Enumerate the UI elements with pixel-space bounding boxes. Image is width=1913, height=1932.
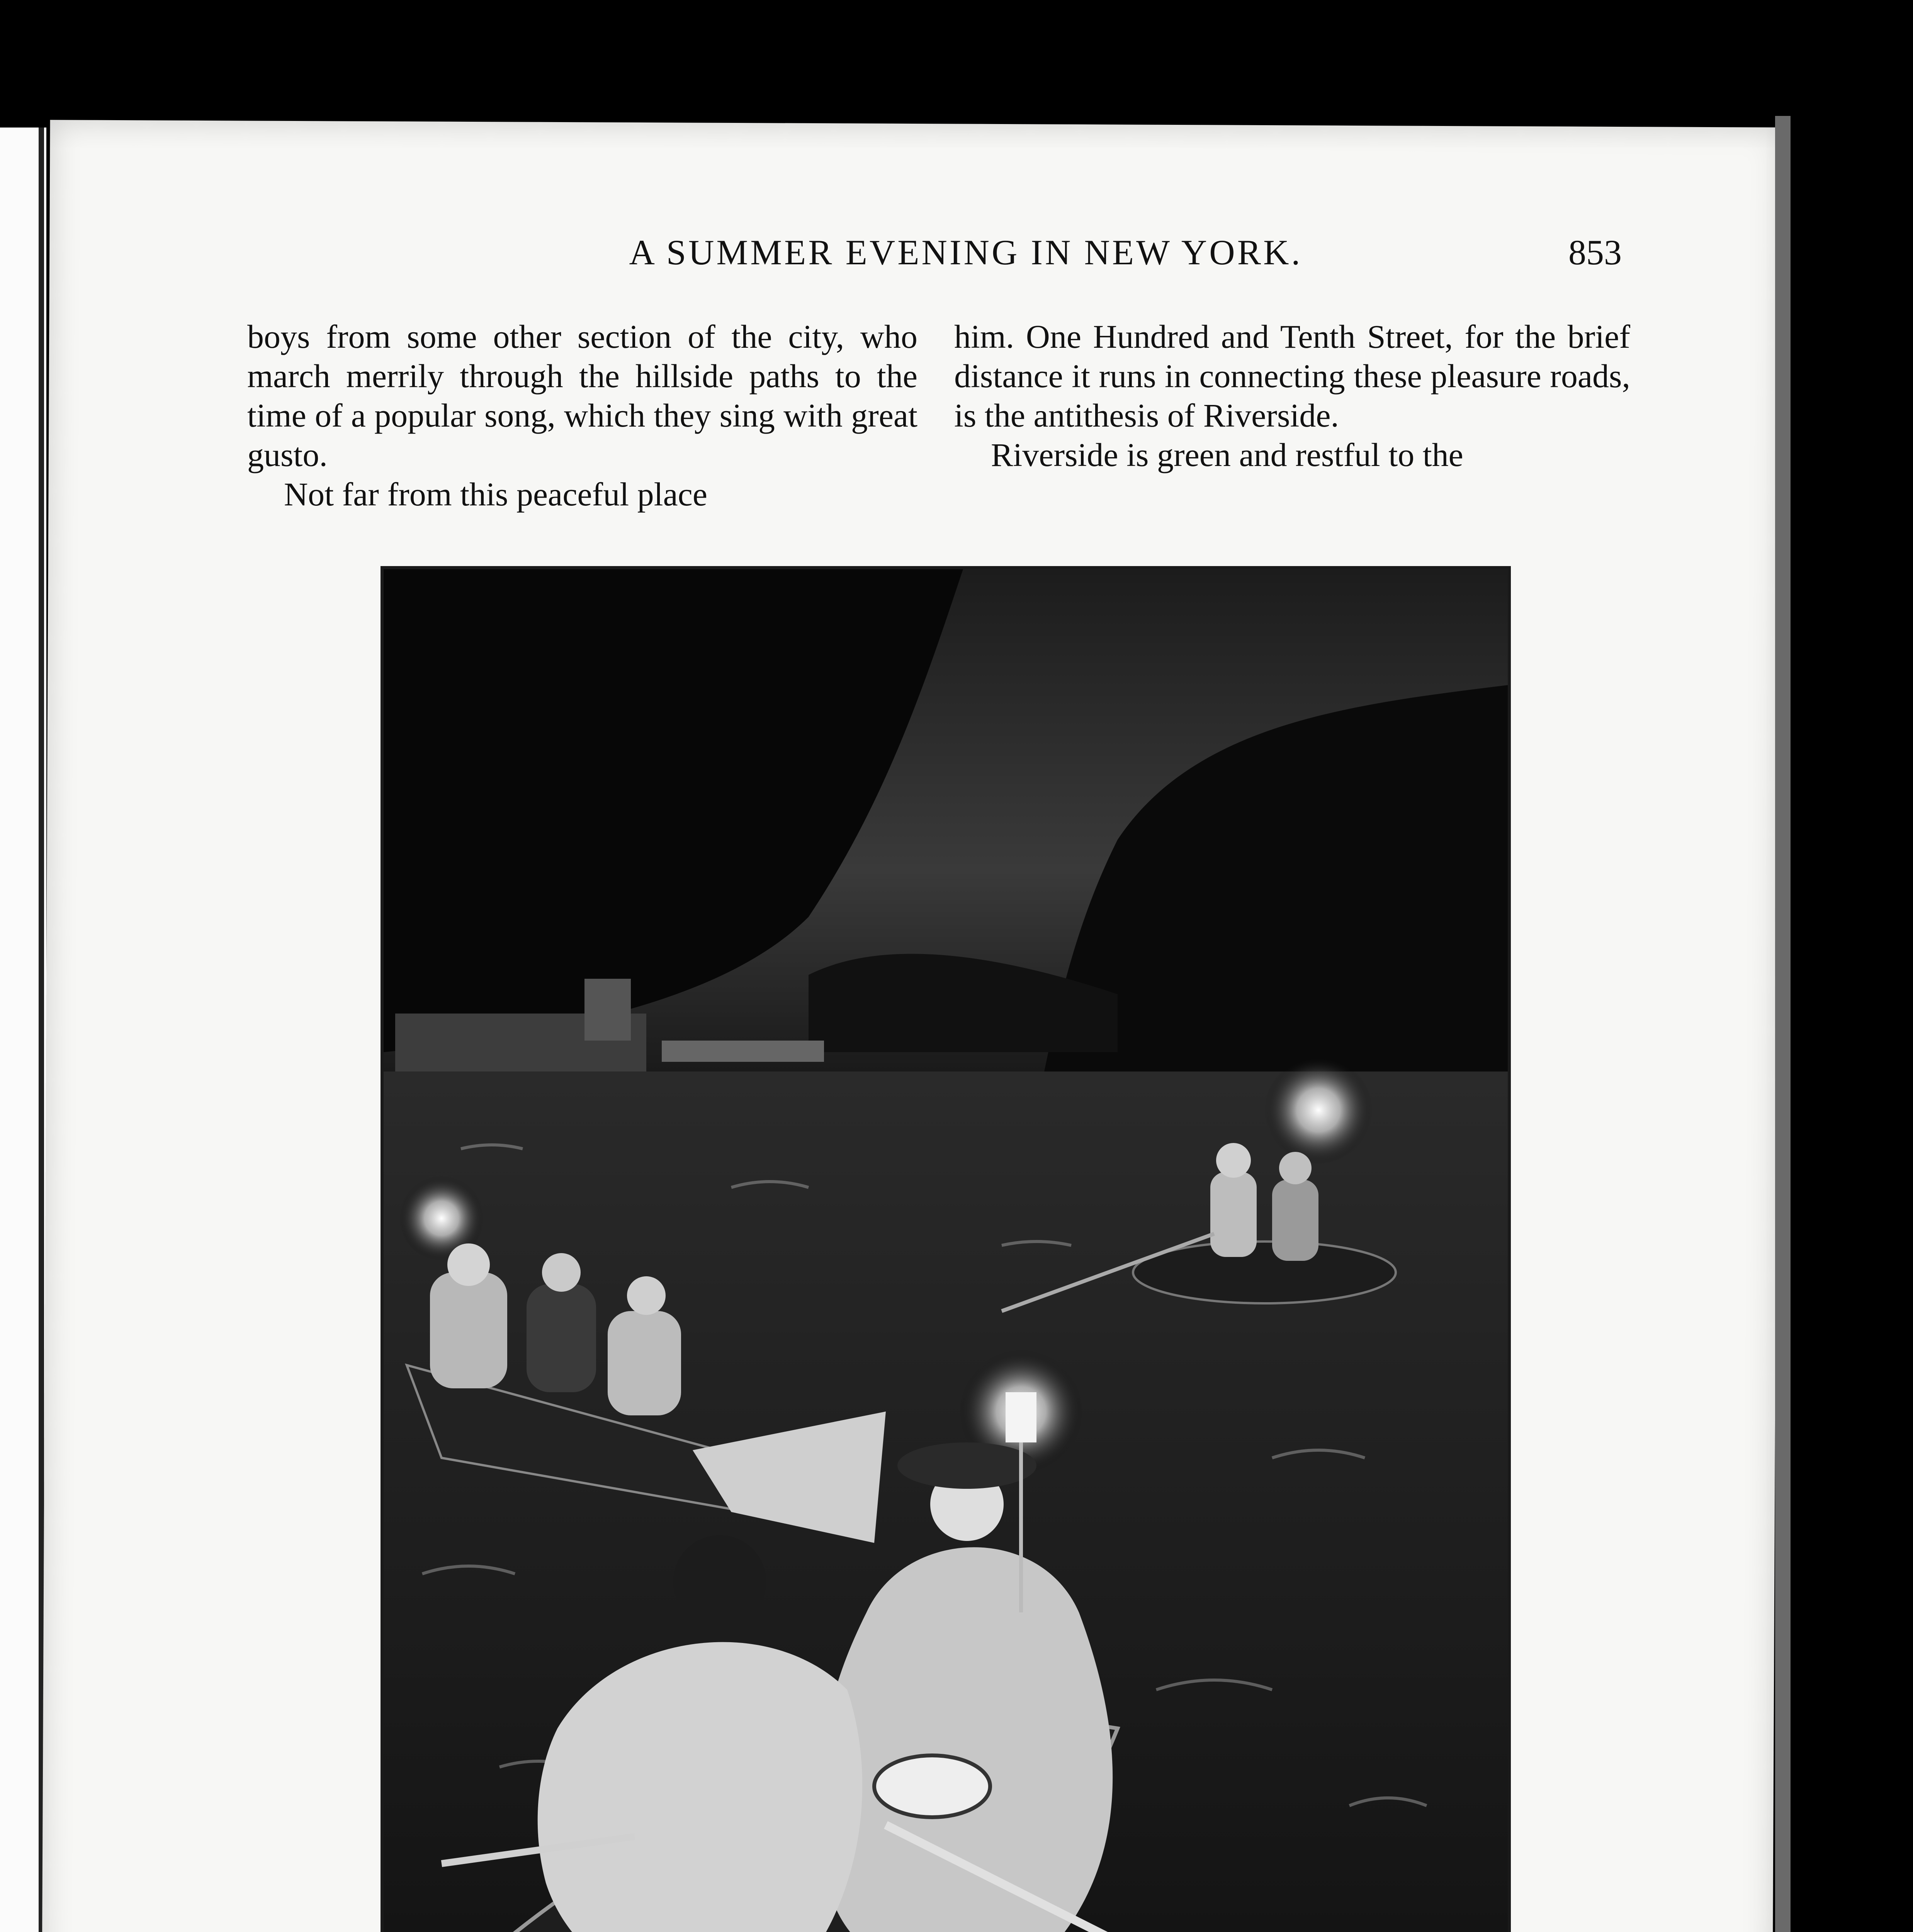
- paragraph: Not far from this peaceful place: [284, 476, 707, 513]
- paragraph: Riverside is green and restful to the: [991, 436, 1463, 473]
- page-right-edge: [1775, 116, 1791, 1932]
- paragraph: boys from some other section of the city, who march merrily through the hillside paths to the time of a popular song, which they sing with great gusto.: [247, 318, 917, 473]
- running-title: A SUMMER EVENING IN NEW YORK.: [629, 233, 1303, 272]
- paragraph: him. One Hundred and Tenth Street, for the brief distance it runs in connecting these pleasure roads, is the antithesis of Riverside.: [954, 318, 1630, 434]
- illustration-rowboats-central-park: [381, 566, 1511, 1932]
- column-left-top: [247, 317, 917, 514]
- column-right-top: [954, 317, 1630, 474]
- page-number: 853: [1568, 233, 1622, 272]
- engraving-image: [384, 569, 1508, 1932]
